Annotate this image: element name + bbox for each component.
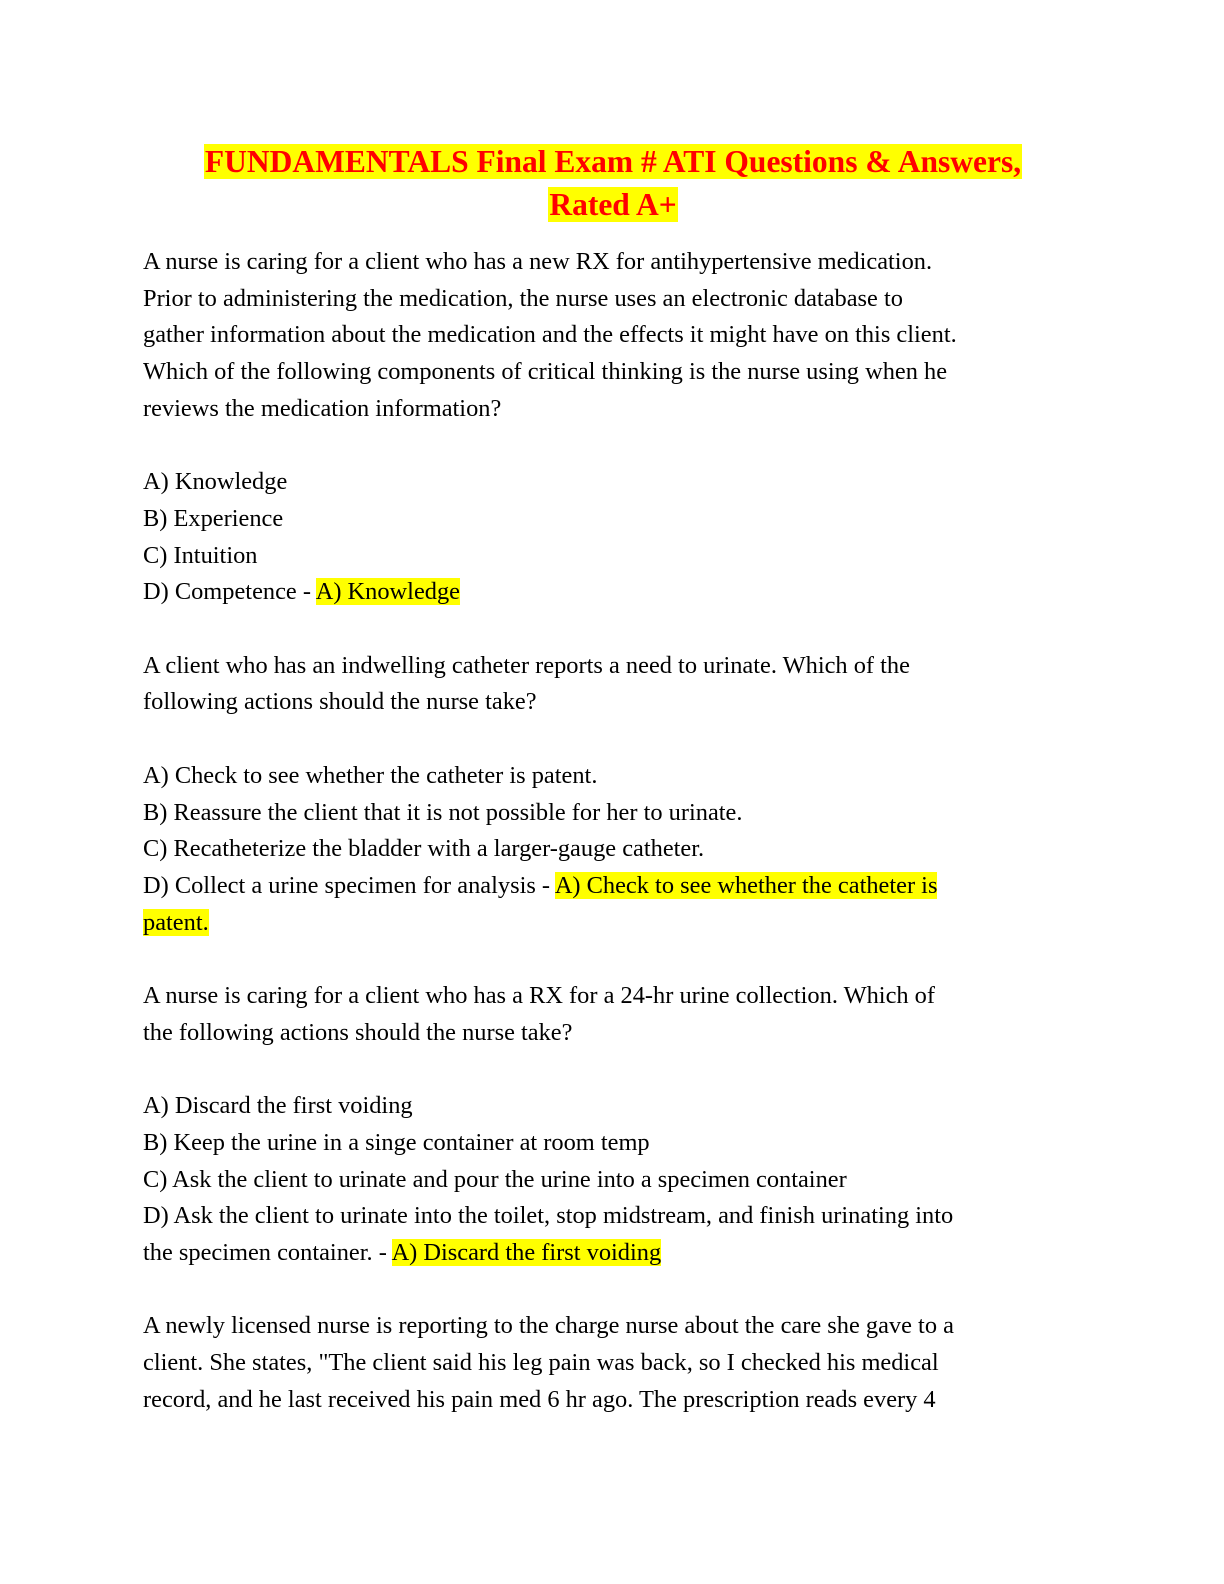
- option-a: A) Knowledge: [143, 468, 288, 496]
- question-3-options: [143, 1088, 1083, 1272]
- document-title: [143, 140, 1083, 226]
- question-3: [143, 978, 1083, 1051]
- option-b: B) Experience: [143, 504, 284, 532]
- answer-highlight: A) Check to see whether the catheter is: [554, 871, 938, 899]
- option-c: C) Ask the client to urinate and pour the urine into a specimen container: [143, 1165, 847, 1193]
- answer-highlight: A) Discard the first voiding: [391, 1238, 662, 1266]
- question-4-stem-line: A newly licensed nurse is reporting to the charge nurse about the care she gave to a: [143, 1312, 954, 1340]
- option-d: [143, 868, 1083, 905]
- option-d-text: the specimen container. -: [143, 1238, 392, 1266]
- option-d: [143, 574, 1083, 611]
- option-c: C) Recatheterize the bladder with a larger-gauge catheter.: [143, 835, 705, 863]
- option-d-text: D) Competence -: [143, 578, 316, 606]
- option-d-continuation: [143, 1235, 1083, 1272]
- question-4-stem-line: record, and he last received his pain med 6 hr ago. The prescription reads every 4: [143, 1385, 936, 1413]
- option-c: C) Intuition: [143, 541, 258, 569]
- question-1-stem-line: reviews the medication information?: [143, 394, 502, 422]
- question-1-options: [143, 464, 1083, 611]
- answer-highlight: A) Knowledge: [315, 578, 460, 606]
- question-1: [143, 244, 1083, 428]
- option-b: B) Reassure the client that it is not possible for her to urinate.: [143, 798, 743, 826]
- question-2: [143, 648, 1083, 721]
- option-d-text: D) Collect a urine specimen for analysis -: [143, 871, 555, 899]
- question-2-stem-line: following actions should the nurse take?: [143, 688, 537, 716]
- title-line-1: FUNDAMENTALS Final Exam # ATI Questions & Answers,: [204, 144, 1022, 179]
- answer-highlight: patent.: [143, 908, 209, 936]
- question-2-options: [143, 758, 1083, 942]
- option-a: A) Discard the first voiding: [143, 1092, 413, 1120]
- question-1-stem-line: gather information about the medication and the effects it might have on this client.: [143, 321, 957, 349]
- option-d: D) Ask the client to urinate into the toilet, stop midstream, and finish urinating into: [143, 1202, 954, 1230]
- question-4-stem-line: client. She states, "The client said his leg pain was back, so I checked his medical: [143, 1349, 939, 1376]
- question-1-stem-line: Prior to administering the medication, the nurse uses an electronic database to: [143, 284, 903, 312]
- question-4: [143, 1308, 1083, 1418]
- question-3-stem-line: A nurse is caring for a client who has a RX for a 24-hr urine collection. Which of: [143, 982, 936, 1009]
- title-line-2: Rated A+: [549, 187, 677, 222]
- question-1-stem-line: Which of the following components of critical thinking is the nurse using when he: [143, 358, 948, 386]
- option-a: A) Check to see whether the catheter is patent.: [143, 761, 598, 789]
- question-3-stem-line: the following actions should the nurse take?: [143, 1018, 573, 1046]
- question-2-stem-line: A client who has an indwelling catheter reports a need to urinate. Which of the: [143, 651, 910, 679]
- answer-continuation: [143, 905, 1083, 942]
- option-b: B) Keep the urine in a singe container at room temp: [143, 1128, 650, 1156]
- question-1-stem-line: A nurse is caring for a client who has a new RX for antihypertensive medication.: [143, 248, 933, 275]
- document-page: [143, 140, 1083, 1418]
